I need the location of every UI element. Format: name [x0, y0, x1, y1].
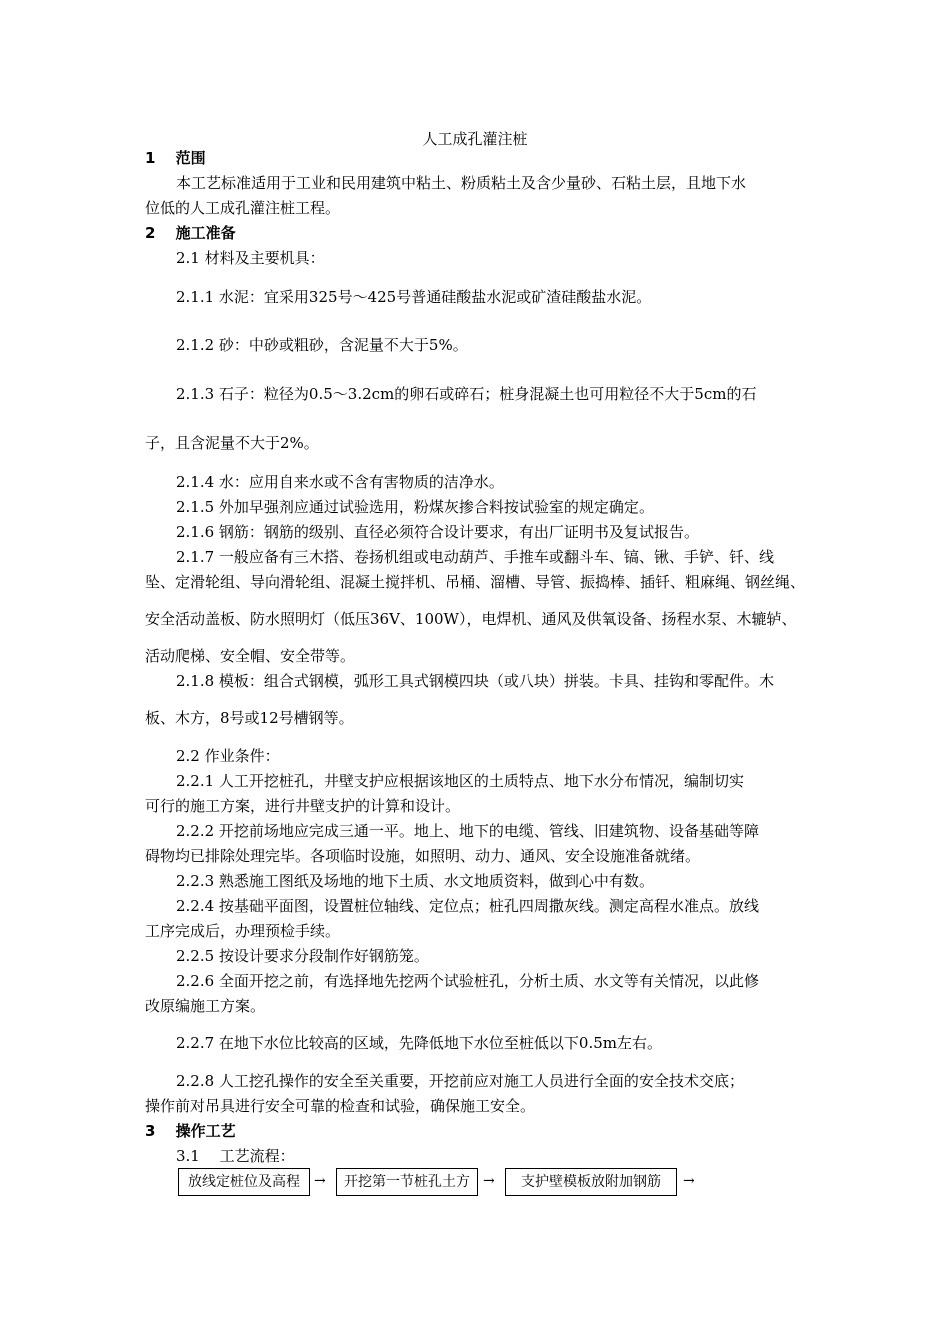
- paragraph-line: 可行的施工方案，进行井壁支护的计算和设计。: [145, 797, 461, 815]
- subsection-heading: 2.1 材料及主要机具：: [176, 249, 325, 267]
- paragraph-line: 本工艺标准适用于工业和民用建筑中粘土、粉质粘土及含少量砂、石粘土层，且地下水: [176, 174, 747, 192]
- flow-step: 放线定桩位及高程: [178, 1168, 310, 1196]
- paragraph-line: 2.2.4 按基础平面图，设置桩位轴线、定位点；桩孔四周撒灰线。测定高程水准点。放线: [176, 897, 759, 915]
- paragraph-line: 2.1.7 一般应备有三木搭、卷扬机组或电动葫芦、手推车或翻斗车、镐、锹、手铲、钎、线: [176, 548, 774, 566]
- paragraph-line: 活动爬梯、安全帽、安全带等。: [145, 647, 356, 665]
- paragraph-line: 2.1.4 水：应用自来水或不含有害物质的洁净水。: [176, 473, 504, 491]
- paragraph-line: 2.1.8 模板：组合式钢模，弧形工具式钢模四块（或八块）拼装。卡具、挂钩和零配件。木: [176, 672, 774, 690]
- paragraph-line: 安全活动盖板、防水照明灯（低压36V、100W），电焊机、通风及供氧设备、扬程水泵、木辘轳、: [145, 610, 797, 628]
- subsection-heading: 2.2 作业条件：: [176, 747, 280, 765]
- flow-arrow-icon: →: [314, 1173, 326, 1189]
- paragraph-line: 2.2.8 人工挖孔操作的安全至关重要，开挖前应对施工人员进行全面的安全技术交底；: [176, 1072, 744, 1090]
- paragraph-line: 位低的人工成孔灌注桩工程。: [145, 199, 341, 217]
- paragraph-line: 2.2.2 开挖前场地应完成三通一平。地上、地下的电缆、管线、旧建筑物、设备基础等障: [176, 822, 759, 840]
- flow-step: 支护壁模板放附加钢筋: [505, 1168, 677, 1196]
- paragraph-line: 2.1.6 钢筋：钢筋的级别、直径必须符合设计要求，有出厂证明书及复试报告。: [176, 523, 699, 541]
- paragraph-line: 工序完成后，办理预检手续。: [145, 922, 341, 940]
- page-title: 人工成孔灌注桩: [422, 130, 528, 148]
- paragraph-line: 2.1.5 外加早强剂应通过试验选用，粉煤灰掺合料按试验室的规定确定。: [176, 498, 654, 516]
- paragraph-line: 子，且含泥量不大于2%。: [145, 434, 319, 452]
- paragraph-line: 改原编施工方案。: [145, 997, 266, 1015]
- paragraph-line: 2.1.3 石子：粒径为0.5～3.2cm的卵石或碎石；桩身混凝土也可用粒径不大于5cm的石: [176, 385, 757, 403]
- paragraph-line: 2.2.3 熟悉施工图纸及场地的地下土质、水文地质资料，做到心中有数。: [176, 872, 654, 890]
- flow-arrow-icon: →: [483, 1173, 495, 1189]
- paragraph-line: 2.1.1 水泥：宜采用325号～425号普通硅酸盐水泥或矿渣硅酸盐水泥。: [176, 288, 652, 306]
- paragraph-line: 2.1.2 砂：中砂或粗砂，含泥量不大于5%。: [176, 336, 468, 354]
- section-2-heading: 2 施工准备: [145, 224, 236, 242]
- flow-arrow-icon: →: [683, 1173, 695, 1189]
- flow-step: 开挖第一节桩孔土方: [336, 1168, 478, 1196]
- paragraph-line: 2.2.1 人工开挖桩孔，井壁支护应根据该地区的土质特点、地下水分布情况，编制切实: [176, 772, 744, 790]
- section-1-heading: 1 范围: [145, 149, 206, 167]
- paragraph-line: 2.2.5 按设计要求分段制作好钢筋笼。: [176, 947, 429, 965]
- paragraph-line: 2.2.7 在地下水位比较高的区域，先降低地下水位至桩低以下0.5m左右。: [176, 1034, 663, 1052]
- section-3-heading: 3 操作工艺: [145, 1122, 236, 1140]
- paragraph-line: 板、木方，8号或12号槽钢等。: [145, 709, 354, 727]
- paragraph-line: 碍物均已排除处理完毕。各项临时设施，如照明、动力、通风、安全设施准备就绪。: [145, 847, 701, 865]
- subsection-heading: 3.1 工艺流程：: [176, 1147, 295, 1165]
- paragraph-line: 2.2.6 全面开挖之前，有选择地先挖两个试验桩孔，分析土质、水文等有关情况，以此修: [176, 972, 759, 990]
- paragraph-line: 操作前对吊具进行安全可靠的检查和试验，确保施工安全。: [145, 1097, 536, 1115]
- paragraph-line: 坠、定滑轮组、导向滑轮组、混凝土搅拌机、吊桶、溜槽、导管、振捣棒、插钎、粗麻绳、钢丝绳、: [145, 573, 806, 591]
